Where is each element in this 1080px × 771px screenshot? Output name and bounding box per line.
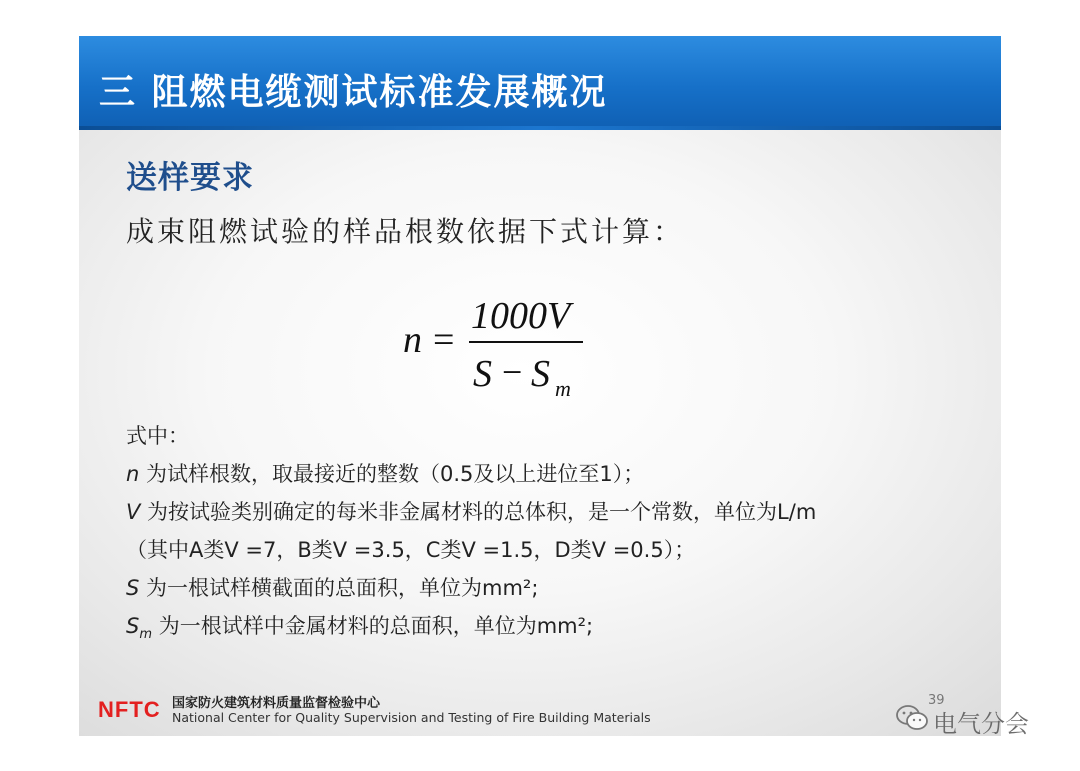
notes-header: 式中： bbox=[126, 424, 189, 448]
slide bbox=[79, 36, 1001, 736]
nftc-logo: NFTC bbox=[98, 697, 161, 722]
footer-org-en: National Center for Quality Supervision and Testing of Fire Building Materials bbox=[172, 710, 651, 725]
formula-minus: − bbox=[502, 352, 523, 392]
note-s-text: 为一根试样横截面的总面积，单位为mm²; bbox=[139, 576, 539, 600]
var-n: n bbox=[126, 462, 140, 486]
formula-subscript-m: m bbox=[555, 376, 571, 401]
note-sm-text: 为一根试样中金属材料的总面积，单位为mm²; bbox=[152, 614, 594, 638]
formula-equals: = bbox=[433, 319, 455, 361]
formula-denominator-s: S bbox=[473, 353, 492, 395]
note-v-text: 为按试验类别确定的每米非金属材料的总体积，是一个常数，单位为L/m bbox=[140, 500, 817, 524]
note-sm bbox=[126, 607, 816, 645]
formula-denominator-sm: S bbox=[531, 353, 550, 395]
note-s bbox=[126, 569, 816, 607]
var-s: S bbox=[126, 576, 140, 600]
notes bbox=[126, 417, 816, 645]
section-heading: 送样要求 bbox=[126, 160, 254, 196]
watermark-text: 电气分会 bbox=[933, 709, 1029, 738]
note-n-text: 为试样根数，取最接近的整数（0.5及以上进位至1）； bbox=[139, 462, 645, 486]
watermark bbox=[895, 703, 1029, 739]
formula-numerator: 1000V bbox=[471, 295, 571, 337]
wechat-icon bbox=[895, 704, 929, 738]
title-bar bbox=[79, 36, 1001, 130]
intro-text: 成束阻燃试验的样品根数依据下式计算： bbox=[126, 215, 685, 248]
note-v-continued: （其中A类V =7，B类V =3.5，C类V =1.5，D类V =0.5）； bbox=[126, 538, 696, 562]
page-number: 39 bbox=[928, 693, 945, 708]
note-v bbox=[126, 493, 816, 531]
slide-title: 三 阻燃电缆测试标准发展概况 bbox=[99, 72, 608, 113]
formula-svg bbox=[399, 290, 599, 400]
var-sm-subscript: m bbox=[139, 627, 153, 643]
var-v: V bbox=[126, 500, 141, 524]
var-sm: S bbox=[126, 614, 140, 638]
formula bbox=[399, 290, 599, 400]
formula-lhs: n bbox=[403, 319, 422, 361]
note-n bbox=[126, 455, 816, 493]
footer-org-cn: 国家防火建筑材料质量监督检验中心 bbox=[172, 696, 381, 711]
